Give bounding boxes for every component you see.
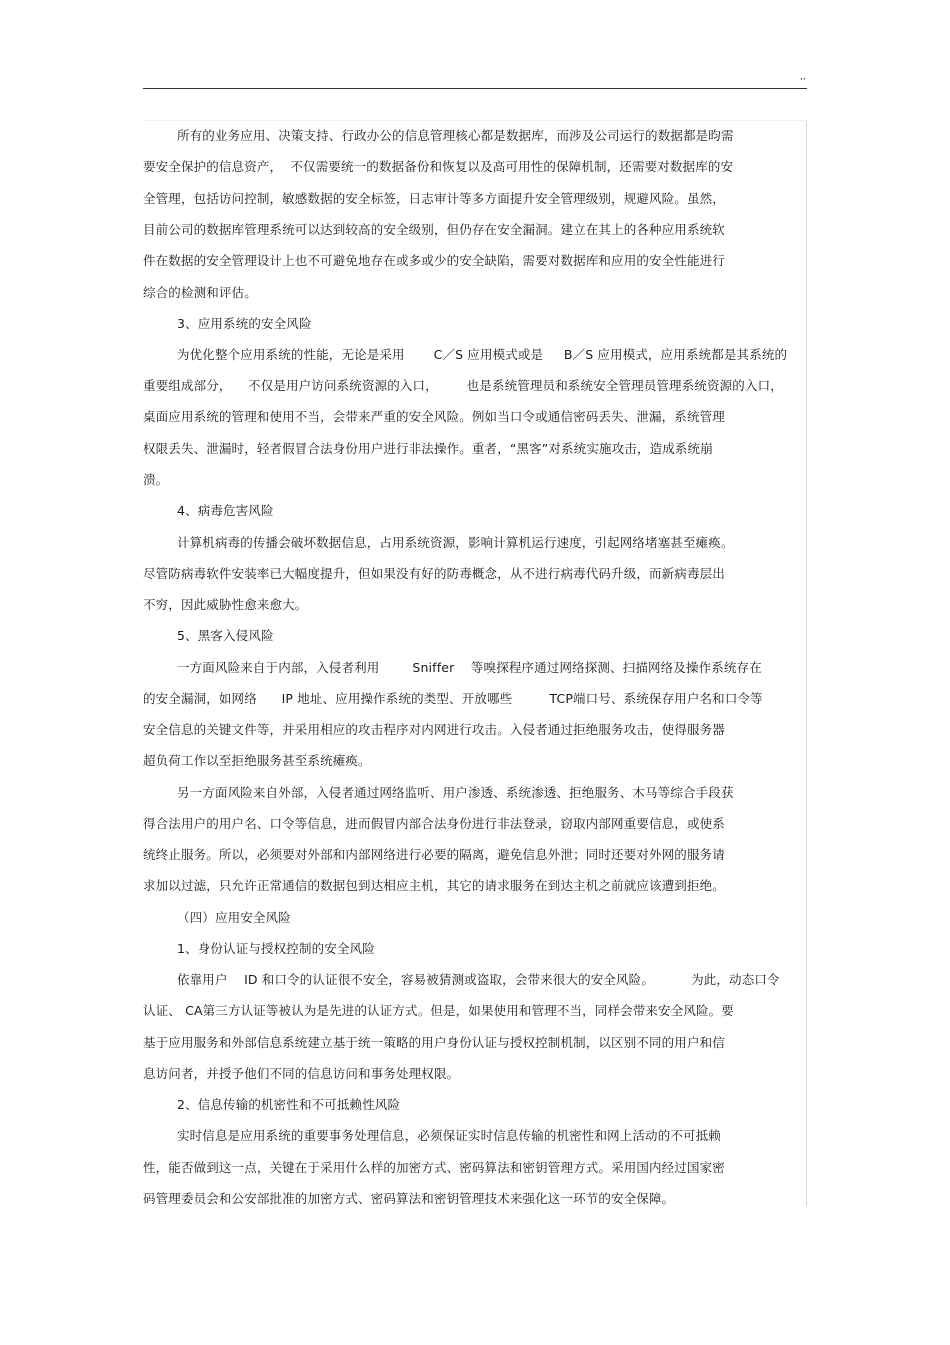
paragraph-line: 得合法用户的用户名、口令等信息，进而假冒内部合法身份进行非法登录，窃取内部网重要信息，或使系 [143,816,725,831]
paragraph-line: 基于应用服务和外部信息系统建立基于统一策略的用户身份认证与授权控制机制，以区别不同的用户和信 [143,1035,725,1050]
paragraph-line: 安全信息的关键文件等，并采用相应的攻击程序对内网进行攻击。入侵者通过拒绝服务攻击，使得服务器 [143,722,725,737]
paragraph-line: 不穷，因此威胁性愈来愈大。 [143,597,308,612]
paragraph-line: 综合的检测和评估。 [143,285,257,300]
paragraph-line: 重要组成部分， 不仅是用户访问系统资源的入口， 也是系统管理员和系统安全管理员管理系统资源的入口， [143,378,783,393]
paragraph-line: 权限丢失、泄漏时，轻者假冒合法身份用户进行非法操作。重者，“黑客”对系统实施攻击，造成系统崩 [143,441,713,456]
paragraph-line: 为优化整个应用系统的性能，无论是采用 C／S 应用模式或是 B／S 应用模式，应用系统都是其系统的 [177,347,788,362]
paragraph-line: 求加以过滤，只允许正常通信的数据包到达相应主机，其它的请求服务在到达主机之前就应该遭到拒绝。 [143,878,725,893]
paragraph-line: 息访问者，并授予他们不同的信息访问和事务处理权限。 [143,1066,460,1081]
paragraph-line: 码管理委员会和公安部批准的加密方式、密码算法和密钥管理技术来强化这一环节的安全保障。 [143,1191,675,1206]
section-heading: 5、黑客入侵风险 [177,628,274,643]
paragraph-line: 所有的业务应用、决策支持、行政办公的信息管理核心都是数据库，而涉及公司运行的数据都是昀需 [177,128,734,143]
paragraph-line: 另一方面风险来自外部，入侵者通过网络监听、用户渗透、系统渗透、拒绝服务、木马等综合手段获 [177,785,734,800]
paragraph-line: 超负荷工作以至拒绝服务甚至系统瘫痪。 [143,753,371,768]
paragraph-line: 全管理，包括访问控制，敏感数据的安全标签，日志审计等多方面提升安全管理级别，规避风险。虽然， [143,191,725,206]
paragraph-line: 桌面应用系统的管理和使用不当，会带来严重的安全风险。例如当口令或通信密码丢失、泄漏，系统管理 [143,409,725,424]
section-heading: （四）应用安全风险 [177,910,291,925]
header-mark: ,, [800,72,806,82]
paragraph-line: 实时信息是应用系统的重要事务处理信息，必须保证实时信息传输的机密性和网上活动的不可抵赖 [177,1128,721,1143]
header-rule [143,88,807,89]
paragraph-line: 尽管防病毒软件安装率已大幅度提升，但如果没有好的防毒概念，从不进行病毒代码升级，而新病毒层出 [143,566,725,581]
paragraph-line: 计算机病毒的传播会破坏数据信息，占用系统资源，影响计算机运行速度，引起网络堵塞甚至瘫痪。 [177,535,734,550]
paragraph-line: 一方面风险来自于内部，入侵者利用 Sniffer 等嗅探程序通过网络探测、扫描网络及操作系统存在 [177,660,762,675]
paragraph-line: 溃。 [143,472,169,487]
paragraph-line: 件在数据的安全管理设计上也不可避免地存在或多或少的安全缺陷，需要对数据库和应用的安全性能进行 [143,253,725,268]
paragraph-line: 性，能否做到这一点，关键在于采用什么样的加密方式、密码算法和密钥管理方式。采用国内经过国家密 [143,1160,725,1175]
paragraph-line: 统终止服务。所以，必须要对外部和内部网络进行必要的隔离，避免信息外泄；同时还要对外网的服务请 [143,847,725,862]
section-heading: 4、病毒危害风险 [177,503,274,518]
paragraph-line: 的安全漏洞，如网络 IP 地址、应用操作系统的类型、开放哪些 TCP端口号、系统保存用户名和口令等 [143,691,763,706]
paragraph-line: 认证、 CA第三方认证等被认为是先进的认证方式。但是，如果使用和管理不当，同样会带来安全风险。要 [143,1003,734,1018]
section-heading: 3、应用系统的安全风险 [177,316,312,331]
section-heading: 2、信息传输的机密性和不可抵赖性风险 [177,1097,401,1112]
paragraph-line: 目前公司的数据库管理系统可以达到较高的安全级别，但仍存在安全漏洞。建立在其上的各种应用系统软 [143,222,725,237]
section-heading: 1、身份认证与授权控制的安全风险 [177,941,375,956]
paragraph-line: 要安全保护的信息资产， 不仅需要统一的数据备份和恢复以及高可用性的保障机制，还需要对数据库的安 [143,159,734,174]
paragraph-line: 依靠用户 ID 和口令的认证很不安全，容易被猜测或盗取，会带来很大的安全风险。 为此，动态口令 [177,972,780,987]
